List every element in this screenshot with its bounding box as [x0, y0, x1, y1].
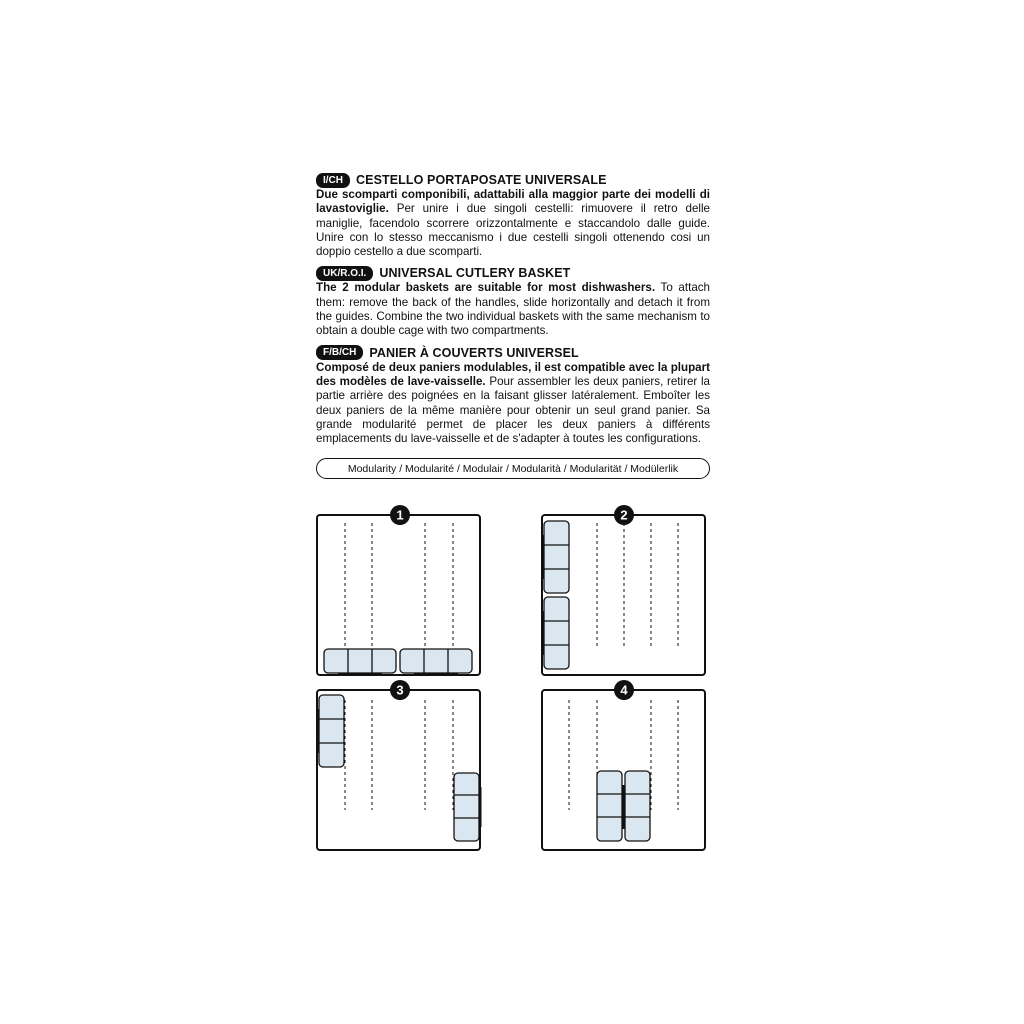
- diagram-1: [317, 505, 480, 675]
- section-body: [316, 281, 710, 338]
- diagram-2: [542, 505, 705, 675]
- diagram-3: [317, 680, 480, 850]
- basket-left: [324, 649, 396, 675]
- diagram-4: [542, 680, 705, 850]
- section-text: Per unire i due singoli cestelli: rimuovere il retro delle maniglie, facendolo scorrere orizzontalmente e staccandolo dalle guide. Unire con lo stesso meccanismo i due cestelli singoli ottenendo cosi un doppio cestello a due scomparti.: [316, 202, 710, 259]
- modularity-diagrams: [314, 505, 710, 855]
- section-english: [316, 265, 710, 338]
- diagram-number: 4: [620, 682, 628, 698]
- basket-upper: [543, 521, 569, 593]
- section-lead: The 2 modular baskets are suitable for most dishwashers.: [316, 281, 656, 295]
- basket-lower: [543, 597, 569, 669]
- section-lead: Due scomparti componibili, adattabili alla maggior parte dei modelli di lavastoviglie.: [316, 188, 710, 216]
- basket-bottom-right: [454, 773, 480, 841]
- basket-joined-right: [625, 771, 650, 841]
- section-text: To attach them: remove the back of the handles, slide horizontally and detach it from the guides. Combine the two individual baskets with the same mechanism to obtain a double cage with two compartments.: [316, 281, 711, 338]
- basket-right: [400, 649, 472, 675]
- section-title: CESTELLO PORTAPOSATE UNIVERSALE: [356, 173, 607, 187]
- basket-top-left: [318, 695, 344, 767]
- diagram-number: 2: [620, 507, 628, 523]
- region-tag: I/CH: [316, 173, 350, 188]
- section-header: [316, 172, 710, 188]
- instruction-sheet: [316, 172, 710, 479]
- section-title: PANIER À COUVERTS UNIVERSEL: [369, 345, 579, 360]
- section-lead: Composé de deux paniers modulables, il est compatible avec la plupart des modèles de lave-vaisselle.: [316, 360, 710, 388]
- section-text: Pour assembler les deux paniers, retirer la partie arrière des poignées en la faisant glisser latéralement. Emboîter les deux paniers de la même manière pour obtenir un seul grand panier. Sa grande modularité permet de placer les deux paniers à différents emplacements du lave-vaisselle et de s'adapter à toutes les configurations.: [316, 374, 710, 446]
- basket-joined-left: [597, 771, 622, 841]
- section-french: [316, 345, 710, 447]
- section-body: [316, 188, 710, 259]
- section-title: UNIVERSAL CUTLERY BASKET: [379, 266, 571, 281]
- section-header: [316, 265, 710, 281]
- modularity-label: Modularity / Modularité / Modulair / Modularità / Modularität / Modülerlik: [316, 458, 710, 479]
- region-tag: UK/R.O.I.: [316, 266, 373, 281]
- diagram-number: 1: [396, 507, 404, 523]
- section-italian: [316, 172, 710, 259]
- region-tag: F/B/CH: [316, 345, 363, 360]
- section-body: [316, 361, 710, 447]
- section-header: [316, 345, 710, 361]
- diagram-number: 3: [396, 682, 404, 698]
